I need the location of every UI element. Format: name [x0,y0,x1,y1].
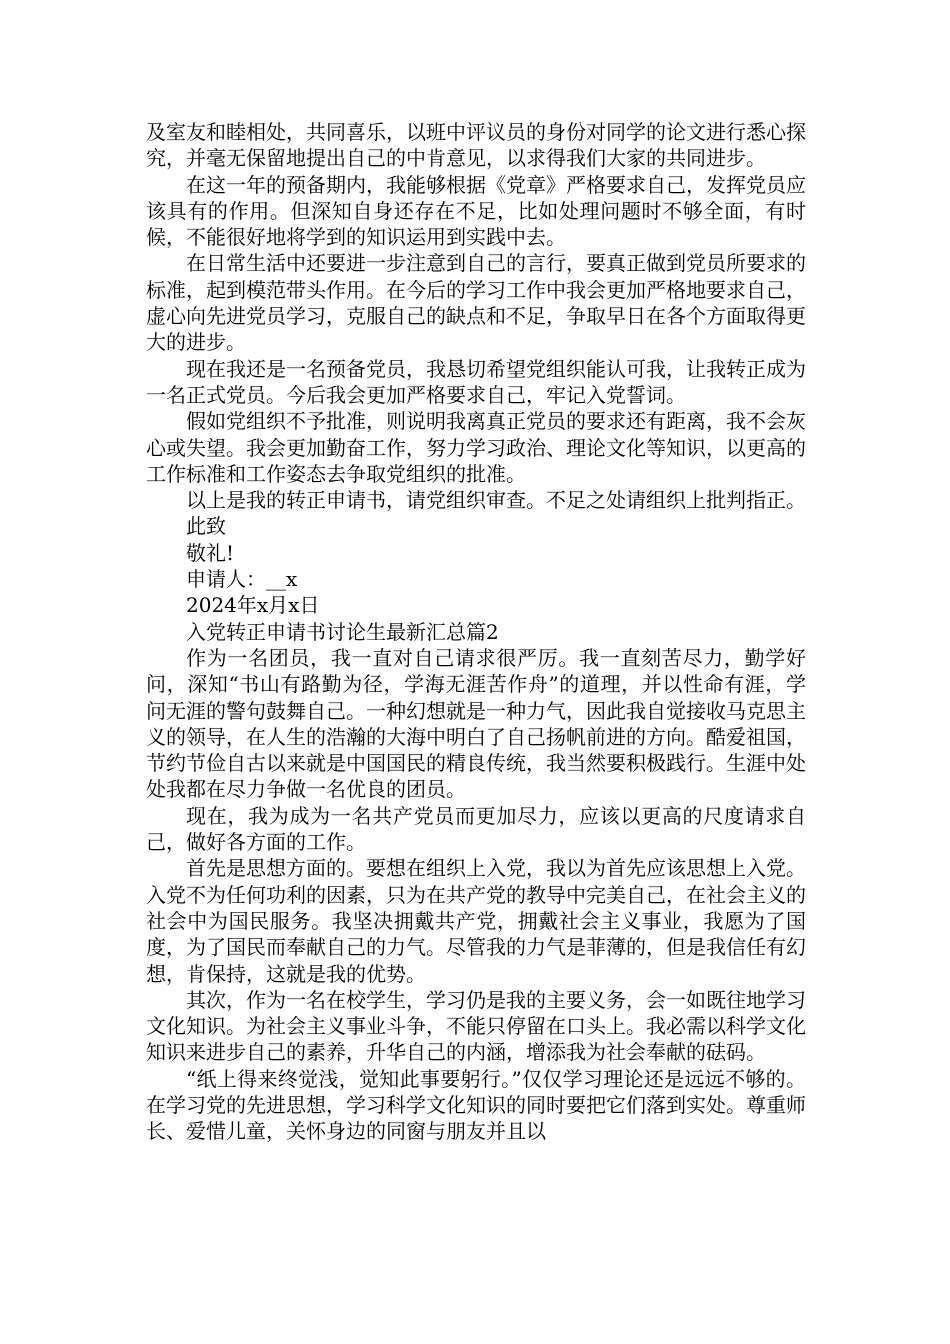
paragraph-closing: 以上是我的转正申请书，请党组织审查。不足之处请组织上批判指正。 [186,488,806,513]
date-line: 2024年x月x日 [186,593,320,618]
salutation-cizhi: 此致 [186,514,226,539]
paragraph-daily-conduct: 在日常生活中还要进一步注意到自己的言行，要真正做到党员所要求的标准，起到模范带头作用。在今后的学习工作中我会更加严格地要求自己，虚心向先进党员学习，克服自己的缺点和不足，争取早日在各个方面取得更大的进步。 [146,251,806,355]
paragraph-continuation: 及室友和睦相处，共同喜乐，以班中评议员的身份对同学的论文进行悉心探究，并毫无保留地提出自己的中肯意见，以求得我们大家的共同进步。 [146,120,806,171]
paragraph-practice: “纸上得来终觉浅，觉知此事要躬行。”仅仅学习理论还是远远不够的。在学习党的先进思想，学习科学文化知识的同时要把它们落到实处。尊重师长、爱惜儿童，关怀身边的同窗与朋友并且以 [146,1066,806,1144]
document-page [146,119,806,1145]
salutation-jingli: 敬礼! [186,540,235,565]
section-title: 入党转正申请书讨论生最新汇总篇2 [186,619,499,644]
paragraph-ideology: 首先是思想方面的。要想在组织上入党，我以为首先应该思想上入党。入党不为任何功利的因素，只为在共产党的教导中完美自己，在社会主义的社会中为国民服务。我坚决拥戴共产党，拥戴社会主义事业，我愿为了国度，为了国民而奉献自己的力气。尽管我的力气是菲薄的，但是我信任有幻想，肯保持，这就是我的优势。 [146,856,806,986]
paragraph-request: 现在我还是一名预备党员，我恳切希望党组织能认可我，让我转正成为一名正式党员。今后我会更加严格要求自己，牢记入党誓词。 [146,356,806,407]
applicant-line: 申请人：__x [186,567,298,592]
paragraph-league-member: 作为一名团员，我一直对自己请求很严厉。我一直刻苦尽力，勤学好问，深知“书山有路勤为径，学海无涯苦作舟”的道理，并以性命有涯，学问无涯的警句鼓舞自己。一种幻想就是一种力气，因此我自觉接收马克思主义的领导，在人生的浩瀚的大海中明白了自己扬帆前进的方向。酷爱祖国，节约节俭自古以来就是中国国民的精良传统，我当然要积极践行。生涯中处处我都在尽力争做一名优良的团员。 [146,645,806,802]
paragraph-probation-period: 在这一年的预备期内，我能够根据《党章》严格要求自己，发挥党员应该具有的作用。但深知自身还存在不足，比如处理问题时不够全面，有时候，不能很好地将学到的知识运用到实践中去。 [146,172,806,250]
paragraph-if-rejected: 假如党组织不予批准，则说明我离真正党员的要求还有距离，我不会灰心或失望。我会更加勤奋工作，努力学习政治、理论文化等知识，以更高的工作标准和工作姿态去争取党组织的批准。 [146,409,806,486]
paragraph-study: 其次，作为一名在校学生，学习仍是我的主要义务，会一如既往地学习文化知识。为社会主义事业斗争，不能只停留在口头上。我必需以科学文化知识来进步自己的素养，升华自己的内涵，增添我为社会奉献的砝码。 [146,987,806,1065]
paragraph-higher-standard: 现在，我为成为一名共产党员而更加尽力，应该以更高的尺度请求自己，做好各方面的工作。 [146,803,806,855]
